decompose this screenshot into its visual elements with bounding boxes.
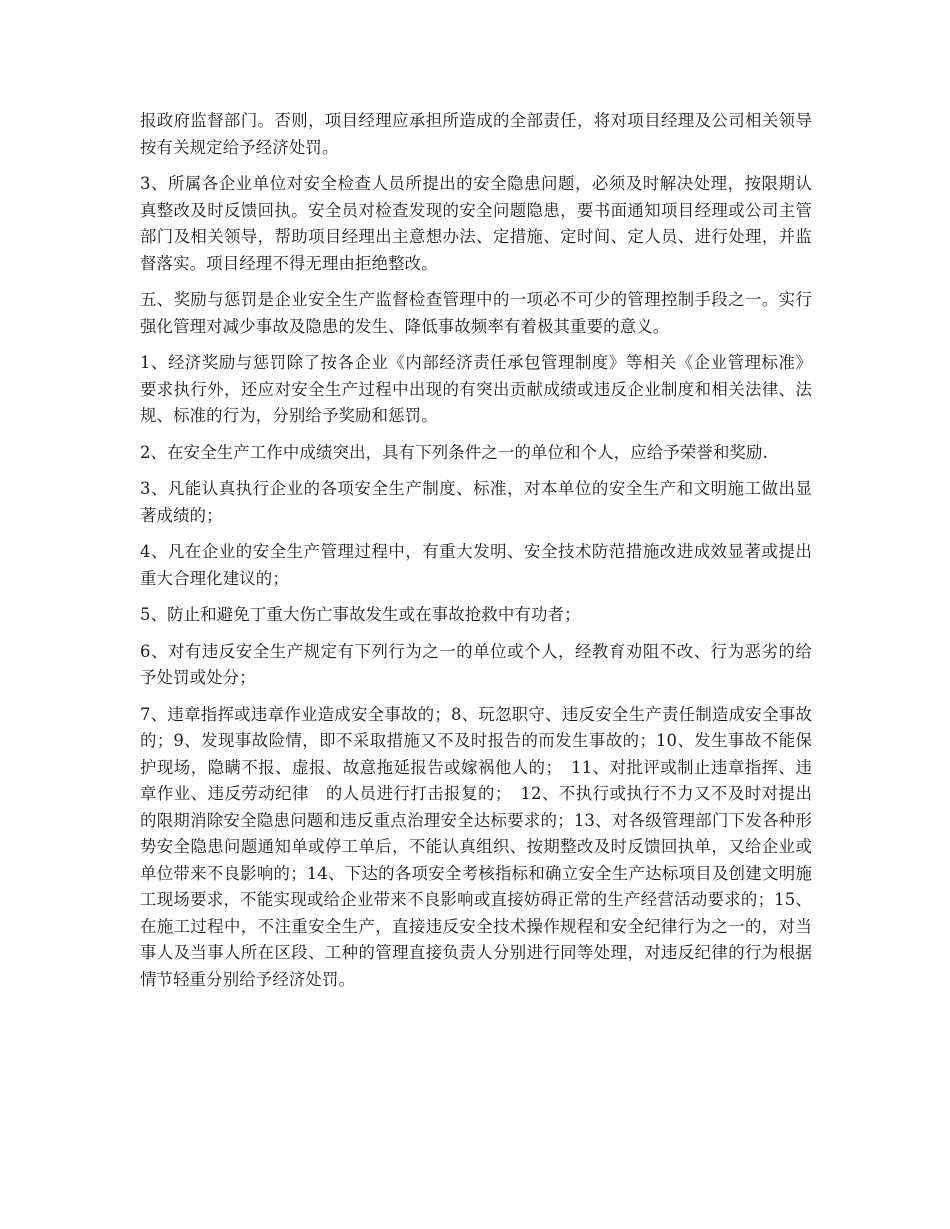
paragraph-8: 5、防止和避免丁重大伤亡事故发生或在事故抢救中有功者； [140,605,581,624]
paragraph-6: 3、凡能认真执行企业的各项安全生产制度、标准，对本单位的安全生产和文明施工做出显著成绩的； [140,479,812,525]
paragraph-1: 报政府监督部门。否则，项目经理应承担所造成的全部责任，将对项目经理及公司相关领导按有关规定给予经济处罚。 [140,111,812,157]
paragraph-2: 3、所属各企业单位对安全检查人员所提出的安全隐患问题，必须及时解决处理，按限期认真整改及时反馈回执。安全员对检查发现的安全问题隐患，要书面通知项目经理或公司主管部门及相关领导，帮助项目经理出主意想办法、定措施、定时间、定人员、进行处理，并监督落实。项目经理不得无理由拒绝整改。 [140,174,812,273]
paragraph-9: 6、对有违反安全生产规定有下列行为之一的单位或个人，经教育劝阻不改、行为恶劣的给予处罚或处分； [140,641,812,687]
paragraph-10: 7、违章指挥或违章作业造成安全事故的；8、玩忽职守、违反安全生产责任制造成安全事故的；9、发现事故险情，即不采取措施又不及时报告的而发生事故的；10、发生事故不能保护现场，隐瞒不报、虚报、故意拖延报告或嫁祸他人的； 11、对批评或制止违章指挥、违章作业、违反劳动纪律 的人员进行打击报复的； 12、不执行或执行不力又不及时对提出的限期消除安全隐患问题和违反重点治理安全达标要求的；13、对各级管理部门下发各种形势安全隐患问题通知单或停工单后，不能认真组织、按期整改及时反馈回执单，又给企业或单位带来不良影响的；14、下达的各项安全考核指标和确立安全生产达标项目及创建文明施工现场要求，不能实现或给企业带来不良影响或直接妨碍正常的生产经营活动要求的；15、在施工过程中，不注重安全生产，直接违反安全技术操作规程和安全纪律行为之一的，对当事人及当事人所在区段、工种的管理直接负责人分别进行同等处理，对违反纪律的行为根据情节轻重分别给予经济处罚。 [140,704,812,989]
paragraph-7: 4、凡在企业的安全生产管理过程中，有重大发明、安全技术防范措施改进成效显著或提出重大合理化建议的； [140,542,812,588]
paragraph-3: 五、奖励与惩罚是企业安全生产监督检查管理中的一项必不可少的管理控制手段之一。实行强化管理对减少事故及隐患的发生、降低事故频率有着极其重要的意义。 [140,290,812,336]
paragraph-5: 2、在安全生产工作中成绩突出，具有下列条件之一的单位和个人，应给予荣誉和奖励. [140,442,768,462]
paragraph-4: 1、经济奖励与惩罚除了按各企业《内部经济责任承包管理制度》等相关《企业管理标准》要求执行外，还应对安全生产过程中出现的有突出贡献成绩或违反企业制度和相关法律、法规、标准的行为，分别给予奖励和惩罚。 [140,353,812,425]
document-body [140,108,812,1003]
